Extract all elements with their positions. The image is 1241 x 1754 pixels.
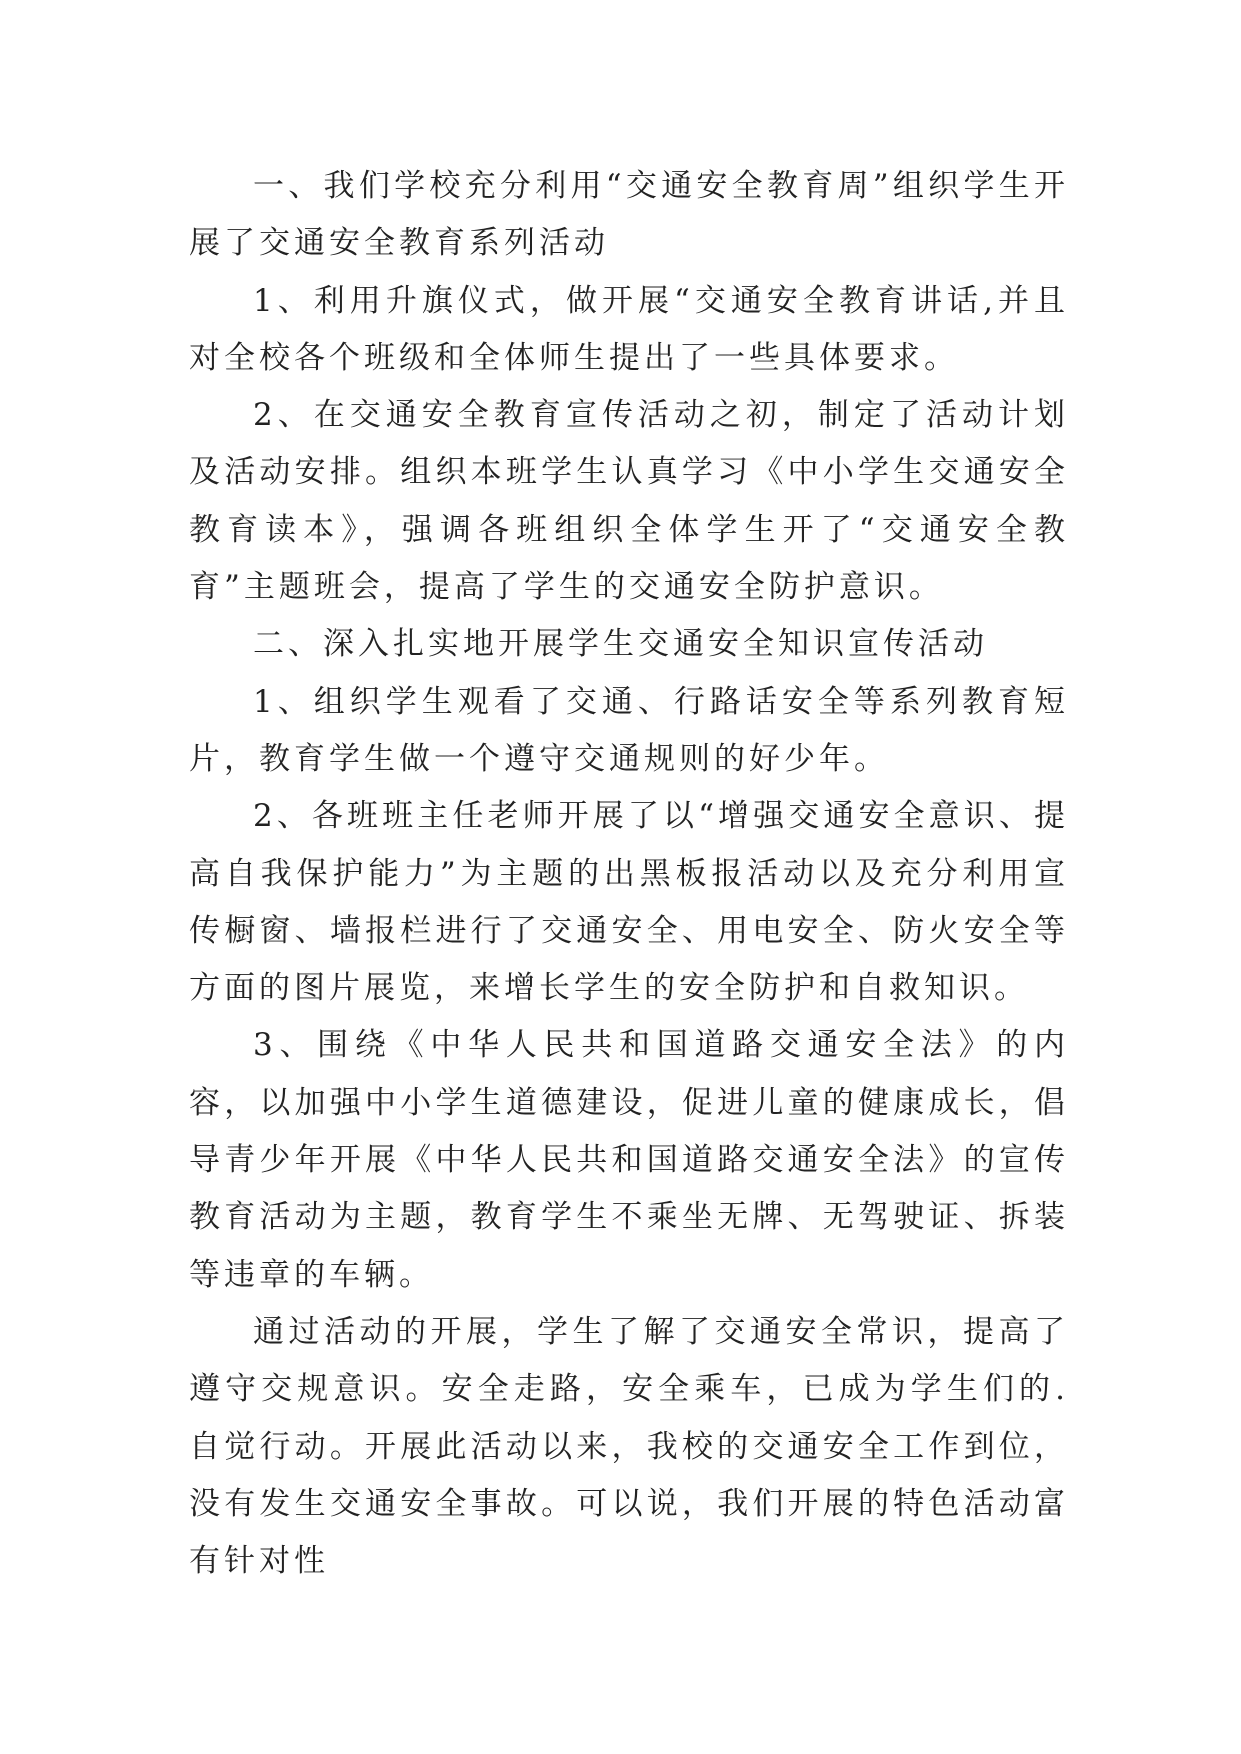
section-heading-1: 一、我们学校充分利用“交通安全教育周”组织学生开展了交通安全教育系列活动: [189, 168, 1069, 262]
document-body: [189, 158, 1069, 1590]
paragraph-item-2-1: 1、组织学生观看了交通、行路话安全等系列教育短片，教育学生做一个遵守交通规则的好少年。: [189, 683, 1069, 777]
paragraph-item-1-2: 2、在交通安全教育宣传活动之初，制定了活动计划及活动安排。组织本班学生认真学习《中小学生交通安全教育读本》，强调各班组织全体学生开了“交通安全教育”主题班会，提高了学生的交通安全防护意识。: [189, 397, 1069, 606]
section-heading-2: 二、深入扎实地开展学生交通安全知识宣传活动: [253, 626, 988, 663]
paragraph-item-2-2: 2、各班班主任老师开展了以“增强交通安全意识、提高自我保护能力”为主题的出黑板报活动以及充分利用宣传橱窗、墙报栏进行了交通安全、用电安全、防火安全等方面的图片展览，来增长学生的安全防护和自救知识。: [189, 798, 1069, 1007]
paragraph-item-1-1: 1、利用升旗仪式，做开展“交通安全教育讲话,并且对全校各个班级和全体师生提出了一些具体要求。: [189, 282, 1069, 376]
paragraph-item-2-3: 3、围绕《中华人民共和国道路交通安全法》的内容，以加强中小学生道德建设，促进儿童的健康成长，倡导青少年开展《中华人民共和国道路交通安全法》的宣传教育活动为主题，教育学生不乘坐无牌、无驾驶证、拆装等违章的车辆。: [189, 1027, 1069, 1293]
paragraph-summary: 通过活动的开展，学生了解了交通安全常识，提高了遵守交规意识。安全走路，安全乘车，已成为学生们的.自觉行动。开展此活动以来，我校的交通安全工作到位，没有发生交通安全事故。可以说，我们开展的特色活动富有针对性: [189, 1313, 1069, 1580]
